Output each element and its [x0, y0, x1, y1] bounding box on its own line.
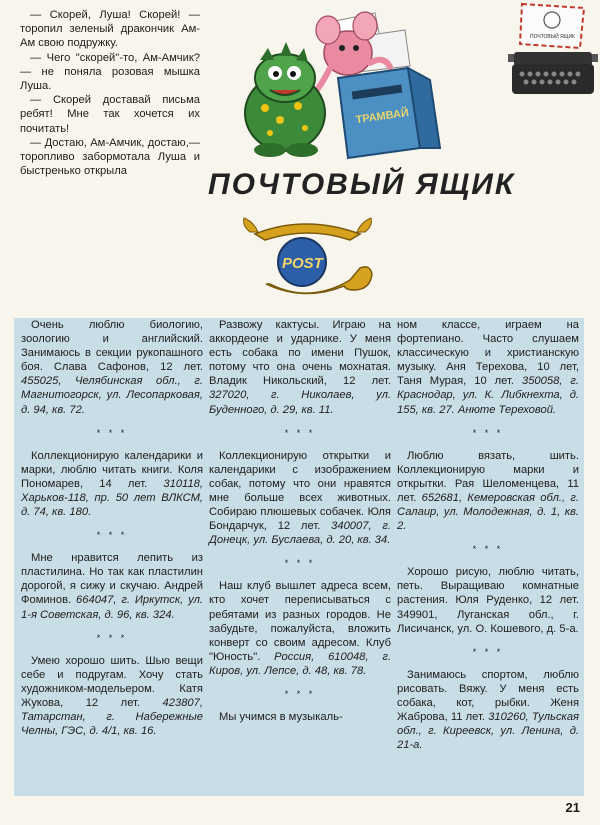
letters-column-3 [397, 318, 579, 752]
intro-paragraph: — Скорей доставай письма ребят! Мне так хочется их почитать! [20, 94, 200, 135]
intro-paragraph: — Скорей, Луша! Скорей! — торопил зеленый дракончик Ам-Ам свою подружку. [20, 9, 200, 50]
letter-entry: Занимаюсь спортом, люблю рисовать. Вяжу. У меня есть собака, кот, рыбки. Женя Жаброва, 11 лет. 310260, Тульская обл., г. Киреевск, ул. Ленина, д. 21-а. [397, 668, 580, 752]
separator-stars: * * * [472, 427, 504, 438]
separator-stars: * * * [96, 427, 128, 438]
letter-entry: Коллекционирую календарики и марки, люблю читать книги. Коля Пономарев, 14 лет. 310118, Харьков-118, пр. 50 лет ВЛКСМ, д. 74, кв. 180. [21, 449, 203, 519]
letter-entry: Очень люблю биологию, зоологию и английский. Занимаюсь в секции рукопашного боя. Слава Сафонов, 12 лет. 455025, Челябинская обл., г. Магнитогорск, ул. Лесопарковая, д. 94, кв. 72. [21, 319, 203, 416]
mailbox-label: ТРАМВАЙ [354, 106, 410, 127]
separator-stars: * * * [96, 632, 128, 643]
stamp-text: ПОЧТОВЫЙ ЯЩИК [530, 34, 575, 40]
separator-stars: * * * [284, 558, 316, 569]
letter-entry: ном классе, играем на фортепиано. Часто слушаем классическую и христианскую музыку. Аня Терехова, 10 лет, Таня Мурая, 10 лет. 350058, г. Краснодар, ул. К. Либкнехта, д. 155, кв. 27. Анюте Тереховой. [397, 319, 579, 416]
separator-stars: * * * [472, 646, 504, 657]
letter-entry: Хорошо рисую, люблю читать, петь. Выращиваю комнатные растения. Юля Руденко, 12 лет. 349901, Луганская обл., г. Лисичанск, ул. О. Кошевого, д. 5-а. [397, 566, 579, 635]
letter-entry: Наш клуб вышлет адреса всем, кто хочет переписываться с ребятами из разных городов. Не забудьте, пожалуйста, вложить конверт со своим адресом. Клуб "Юность". Россия, 610048, г. Киров, ул. Лепсе, д. 48, кв. 78. [209, 580, 391, 677]
letter-entry: Коллекционирую открытки и календарики с изображением собак, потому что они нравятся мне больше всех животных. Собираю плюшевых собачек. Юля Бондарчук, 12 лет. 340007, г. Донецк, ул. Буслаева, д. 20, кв. 34. [209, 449, 391, 547]
separator-stars: * * * [284, 688, 316, 699]
separator-stars: * * * [284, 427, 316, 438]
intro-paragraph: — Чего "скорей"-то, Ам-Амчик? — не поняла розовая мышка Луша. [20, 51, 200, 93]
letters-column-2 [209, 318, 391, 724]
intro-text [20, 8, 200, 178]
letter-entry: Мы учимся в музыкаль- [219, 710, 343, 723]
letters-column-1 [21, 318, 203, 738]
letter-entry: Мне нравится лепить из пластилина. Но так как пластилин дорогой, я сижу и скучаю. Андрей Фоминов. 664047, г. Иркутск, ул. 1-я Советская, д. 96, кв. 324. [21, 552, 204, 621]
separator-stars: * * * [96, 530, 128, 541]
post-horn-logo [240, 212, 375, 307]
page-title: ПОЧТОВЫЙ ЯЩИК [208, 168, 516, 201]
typewriter-icon [508, 0, 598, 105]
letter-entry: Люблю вязать, шить. Коллекционирую марки и открытки. Рая Шеломенцева, 11 лет. 652681, Кемеровская обл., г. Салаир, ул. Молодежная, д. 1, кв. 2. [397, 449, 579, 533]
intro-paragraph: — Достаю, Ам-Амчик, достаю,— торопливо забормотала Луша и быстренько открыла [20, 136, 200, 178]
letter-entry: Развожу кактусы. Играю на аккордеоне и ударнике. У меня есть собака по имени Пушок, потому что она очень мохнатая. Владик Никольский, 12 лет. 327020, г. Николаев, ул. Буденного, д. 29, кв. 11. [209, 319, 391, 416]
letters-panel [14, 318, 584, 796]
post-logo-text: POST [282, 255, 323, 272]
page-number: 21 [565, 800, 580, 815]
letter-entry: Умею хорошо шить. Шью вещи себе и подругам. Хочу стать художником-модельером. Катя Жукова, 12 лет. 423807, Татарстан, г. Набережные Челны, ГЭС, д. 4/1, кв. 16. [21, 654, 203, 738]
separator-stars: * * * [472, 544, 504, 555]
dragon-mouse-mailbox-illustration [230, 8, 470, 173]
